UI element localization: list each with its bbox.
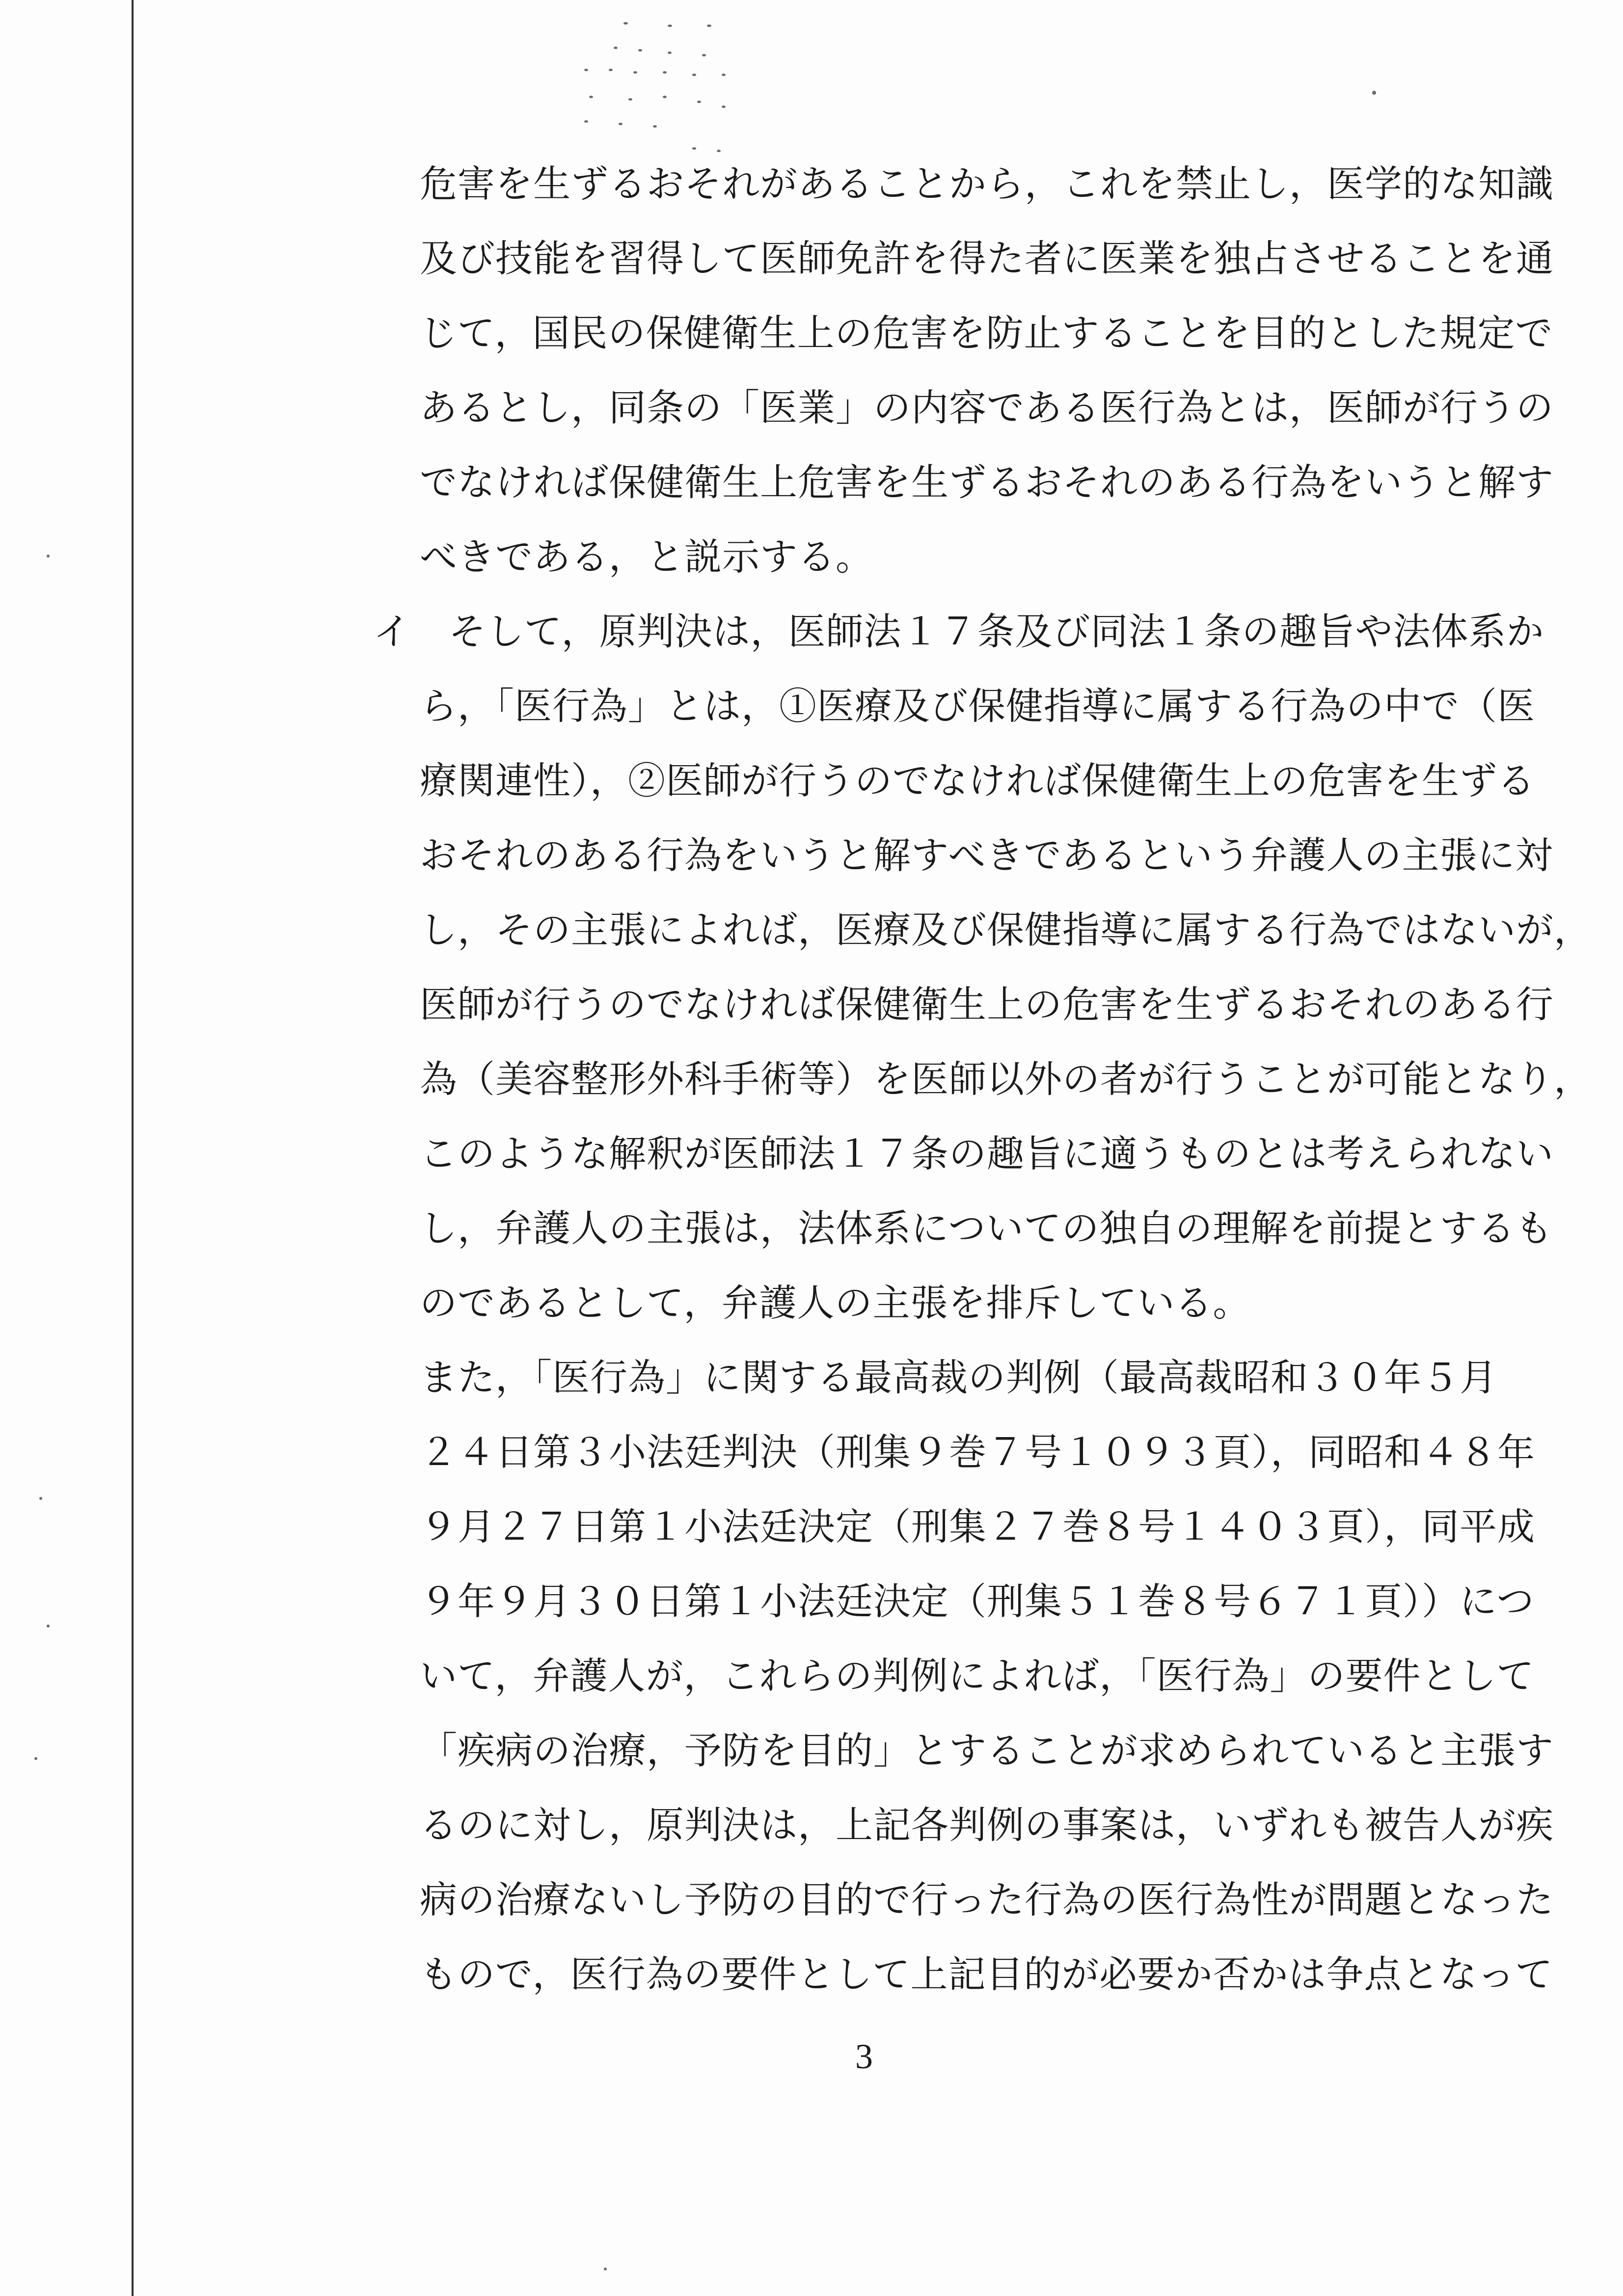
text-line: また，「医行為」に関する最高裁の判例（最高裁昭和３０年５月 [420,1356,1497,1399]
text-line: イ そして，原判決は，医師法１７条及び同法１条の趣旨や法体系か [373,610,1544,653]
scan-dot [707,25,711,27]
text-line: おそれのある行為をいうと解すべきであるという弁護人の主張に対 [420,833,1553,877]
text-line: でなければ保健衛生上危害を生ずるおそれのある行為をいうと解す [420,460,1554,504]
scan-dot [697,101,701,103]
page-number: 3 [855,2037,873,2076]
text-line: ９年９月３０日第１小法廷決定（刑集５１巻８号６７１頁））につ [420,1579,1535,1623]
scan-dot [34,1757,37,1760]
scan-dot [663,96,667,98]
scan-dot [692,74,696,76]
text-line: ９月２７日第１小法廷決定（刑集２７巻８号１４０３頁），同平成 [420,1505,1535,1548]
text-line: し，弁護人の主張は，法体系についての独自の理解を前提とするも [420,1206,1553,1250]
scan-dot [47,1625,50,1628]
text-line: ２４日第３小法廷判決（刑集９巻７号１０９３頁），同昭和４８年 [420,1430,1535,1474]
text-line: 療関連性），②医師が行うのでなければ保健衛生上の危害を生ずる [420,759,1535,802]
text-line: このような解釈が医師法１７条の趣旨に適うものとは考えられない [420,1132,1554,1175]
text-line: 医師が行うのでなければ保健衛生上の危害を生ずるおそれのある行 [420,983,1554,1026]
text-line: 及び技能を習得して医師免許を得た者に医業を独占させることを通 [420,237,1554,280]
scan-dot [47,555,50,558]
scan-dot [668,25,672,27]
binding-line [132,0,134,2296]
text-line: し，その主張によれば，医療及び保健指導に属する行為ではないが， [420,908,1592,952]
scan-dot [668,52,672,54]
scan-dot [722,74,726,76]
scan-dot [633,71,637,74]
text-line: 病の治療ないし予防の目的で行った行為の医行為性が問題となった [420,1878,1554,1922]
text-line: あるとし，同条の「医業」の内容である医行為とは，医師が行うの [420,386,1554,429]
scan-dot [609,69,613,71]
scan-dot [653,125,657,128]
scan-dot [584,69,588,71]
scan-dot [722,106,726,108]
scan-dot [663,71,667,74]
text-line: のであるとして，弁護人の主張を排斥している。 [420,1281,1251,1325]
text-line: いて，弁護人が，これらの判例によれば，「医行為」の要件として [420,1654,1535,1698]
text-line: もので，医行為の要件として上記目的が必要か否かは争点となって [420,1952,1553,1996]
scan-dot [584,120,588,123]
scan-dot [628,98,632,101]
scan-dot [623,22,628,25]
scan-dot [604,2268,607,2270]
text-line: 「疾病の治療，予防を目的」とすることが求められていると主張す [420,1729,1554,1772]
text-line: べきである，と説示する。 [420,535,873,579]
scan-dot [638,49,642,52]
text-line: ら，「医行為」とは，①医療及び保健指導に属する行為の中で（医 [420,684,1535,728]
scan-dot [39,1497,42,1500]
scan-dot [1372,91,1376,95]
text-line: 為（美容整形外科手術等）を医師以外の者が行うことが可能となり， [420,1057,1592,1101]
scan-dot [619,123,622,125]
scan-dot [614,47,618,49]
text-line: 危害を生ずるおそれがあることから，これを禁止し，医学的な知識 [420,162,1554,206]
text-line: じて，国民の保健衛生上の危害を防止することを目的とした規定で [420,311,1553,355]
scan-dot [589,96,593,98]
scan-dot [702,54,706,56]
text-line: るのに対し，原判決は，上記各判例の事案は，いずれも被告人が疾 [420,1803,1554,1847]
